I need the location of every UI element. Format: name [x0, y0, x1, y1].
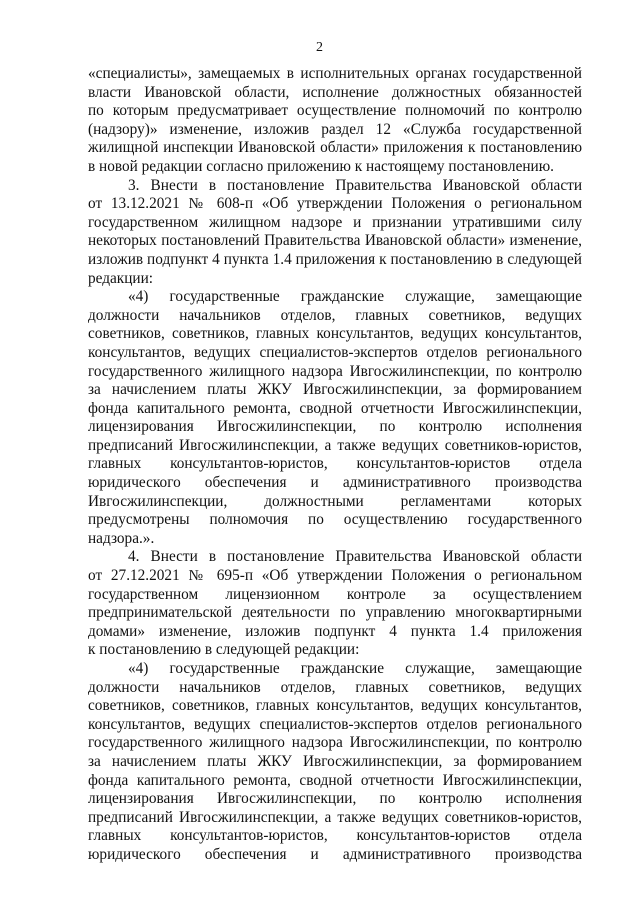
- text-line: предписаний Ивгосжилинспекции, а также ведущих советников-юристов,: [88, 436, 582, 454]
- page-number: 2: [316, 40, 323, 55]
- text-line: государственном лицензионном контроле за осуществлением: [88, 585, 582, 603]
- text-line: (надзору)» изменение, изложив раздел 12 «Служба государственной: [88, 120, 582, 138]
- text-line: советников, советников, главных консультантов, ведущих консультантов,: [88, 325, 582, 343]
- text-line: жилищной инспекции Ивановской области» приложения к постановлению: [88, 139, 582, 157]
- text-line: должности начальников отделов, главных советников, ведущих: [88, 306, 582, 324]
- text-line: государственном жилищном надзоре и признании утратившими силу: [88, 213, 582, 231]
- text-line: некоторых постановлений Правительства Ивановской области» изменение,: [88, 232, 582, 250]
- text-line: за начислением платы ЖКУ Ивгосжилинспекции, за формированием: [88, 752, 582, 770]
- text-line: Ивгосжилинспекции, должностными регламентами которых: [88, 492, 582, 510]
- text-line: за начислением платы ЖКУ Ивгосжилинспекции, за формированием: [88, 381, 582, 399]
- text-line: по которым предусматривает осуществление полномочий по контролю: [88, 102, 582, 120]
- document-body: [88, 65, 582, 865]
- text-line: редакции:: [88, 269, 154, 287]
- text-line: предпринимательской деятельности по управлению многоквартирными: [88, 604, 582, 622]
- text-line: надзора.».: [88, 529, 155, 547]
- text-line: консультантов, ведущих специалистов-экспертов отделов регионального: [88, 715, 582, 733]
- text-line: предписаний Ивгосжилинспекции, а также ведущих советников-юристов,: [88, 808, 582, 826]
- text-line: 3. Внести в постановление Правительства Ивановской области: [128, 176, 582, 194]
- text-line: к постановлению в следующей редакции:: [88, 641, 360, 659]
- text-line: «специалисты», замещаемых в исполнительных органах государственной: [88, 65, 582, 82]
- text-line: изложив подпункт 4 пункта 1.4 приложения к постановлению в следующей: [88, 250, 582, 268]
- text-line: власти Ивановской области, исполнение должностных обязанностей: [88, 83, 582, 101]
- text-line: «4) государственные гражданские служащие, замещающие: [128, 660, 582, 677]
- text-line: лицензирования Ивгосжилинспекции, по контролю исполнения: [88, 790, 582, 808]
- text-line: лицензирования Ивгосжилинспекции, по контролю исполнения: [88, 418, 582, 436]
- text-line: должности начальников отделов, главных советников, ведущих: [88, 678, 582, 696]
- text-line: юридического обеспечения и административного производства: [88, 474, 582, 492]
- text-line: юридического обеспечения и административного производства: [88, 845, 582, 863]
- text-line: в новой редакции согласно приложению к настоящему постановлению.: [88, 157, 554, 175]
- text-line: государственного жилищного надзора Ивгосжилинспекции, по контролю: [88, 734, 582, 752]
- text-line: фонда капитального ремонта, сводной отчетности Ивгосжилинспекции,: [88, 771, 582, 789]
- text-line: домами» изменение, изложив подпункт 4 пункта 1.4 приложения: [88, 622, 582, 640]
- text-line: от 27.12.2021 № 695-п «Об утверждении Положения о региональном: [88, 567, 582, 585]
- text-line: от 13.12.2021 № 608-п «Об утверждении Положения о региональном: [88, 195, 582, 213]
- text-line: 4. Внести в постановление Правительства Ивановской области: [128, 548, 582, 566]
- text-line: «4) государственные гражданские служащие, замещающие: [128, 288, 582, 306]
- text-line: фонда капитального ремонта, сводной отчетности Ивгосжилинспекции,: [88, 399, 582, 417]
- text-line: главных консультантов-юристов, консультантов-юристов отдела: [88, 455, 582, 473]
- text-line: государственного жилищного надзора Ивгосжилинспекции, по контролю: [88, 362, 582, 380]
- text-line: предусмотрены полномочия по осуществлению государственного: [88, 511, 582, 529]
- text-line: советников, советников, главных консультантов, ведущих консультантов,: [88, 697, 582, 715]
- text-line: главных консультантов-юристов, консультантов-юристов отдела: [88, 827, 582, 845]
- text-line: консультантов, ведущих специалистов-экспертов отделов регионального: [88, 343, 582, 361]
